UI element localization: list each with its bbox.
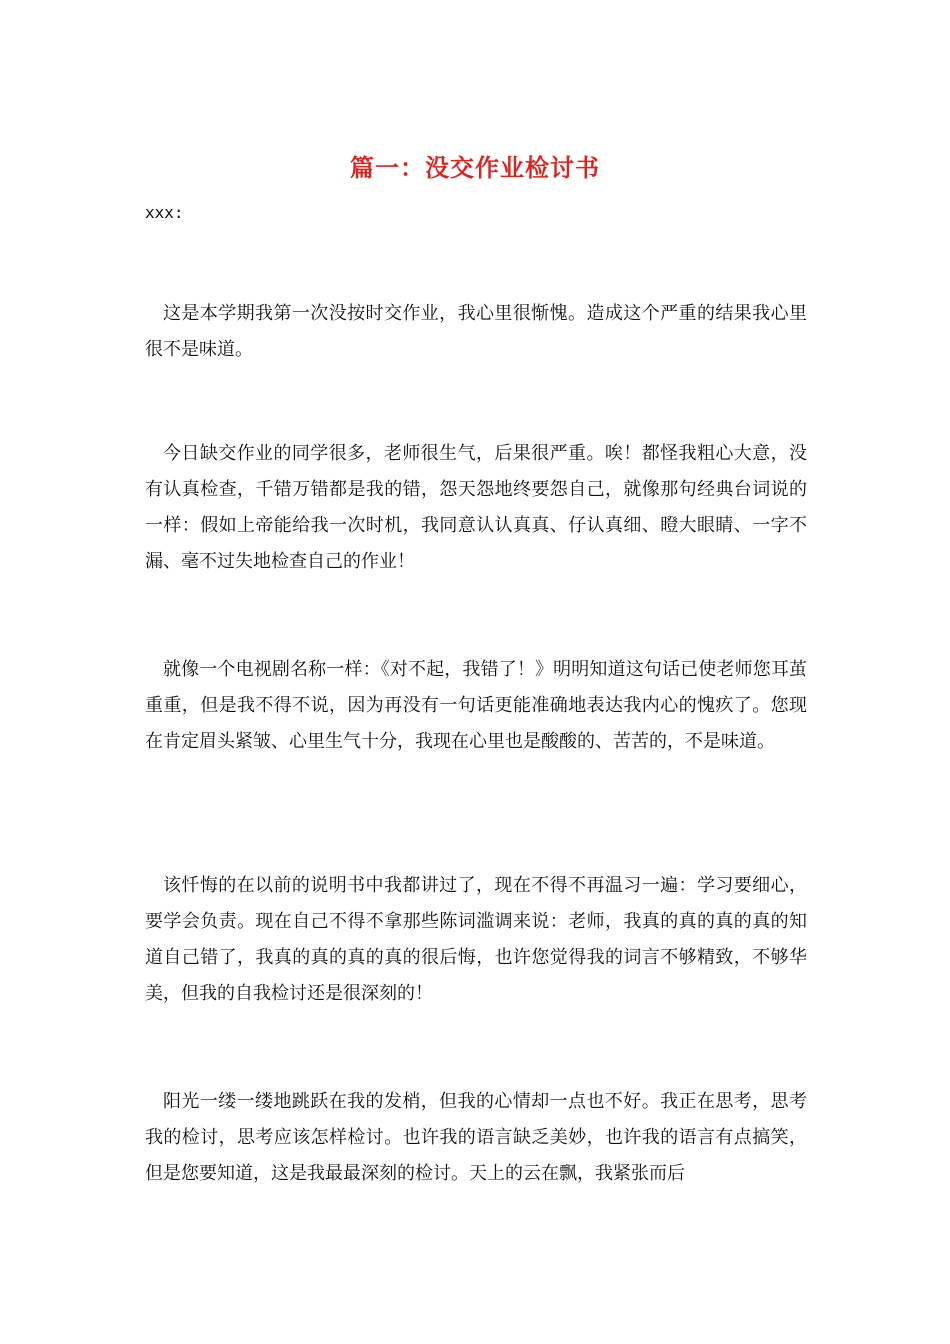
paragraph: 就像一个电视剧名称一样：《对不起，我错了！》明明知道这句话已使老师您耳茧重重，但是我不得不说，因为再没有一句话更能准确地表达我内心的愧疚了。您现在肯定眉头紧皱、心里生气十分，我现在心里也是酸酸的、苦苦的，不是味道。 bbox=[145, 659, 807, 752]
salutation: xxx: bbox=[145, 203, 184, 222]
paragraph: 该忏悔的在以前的说明书中我都讲过了，现在不得不再温习一遍：学习要细心，要学会负责。现在自己不得不拿那些陈词滥调来说：老师，我真的真的真的真的知道自己错了，我真的真的真的真的很后悔，也许您觉得我的词言不够精致，不够华美，但我的自我检讨还是很深刻的！ bbox=[145, 875, 807, 1004]
paragraph: 这是本学期我第一次没按时交作业，我心里很惭愧。造成这个严重的结果我心里很不是味道。 bbox=[145, 303, 807, 360]
document-title: 篇一：没交作业检讨书 bbox=[350, 153, 600, 182]
paragraph: 今日缺交作业的同学很多，老师很生气，后果很严重。唉！都怪我粗心大意，没有认真检查，千错万错都是我的错，怨天怨地终要怨自己，就像那句经典台词说的一样：假如上帝能给我一次时机，我同意认认真真、仔认真细、瞪大眼睛、一字不漏、毫不过失地检查自己的作业！ bbox=[145, 443, 807, 572]
paragraph: 阳光一缕一缕地跳跃在我的发梢，但我的心情却一点也不好。我正在思考，思考我的检讨，思考应该怎样检讨。也许我的语言缺乏美妙，也许我的语言有点搞笑，但是您要知道，这是我最最深刻的检讨。天上的云在飘，我紧张而后 bbox=[145, 1091, 807, 1184]
